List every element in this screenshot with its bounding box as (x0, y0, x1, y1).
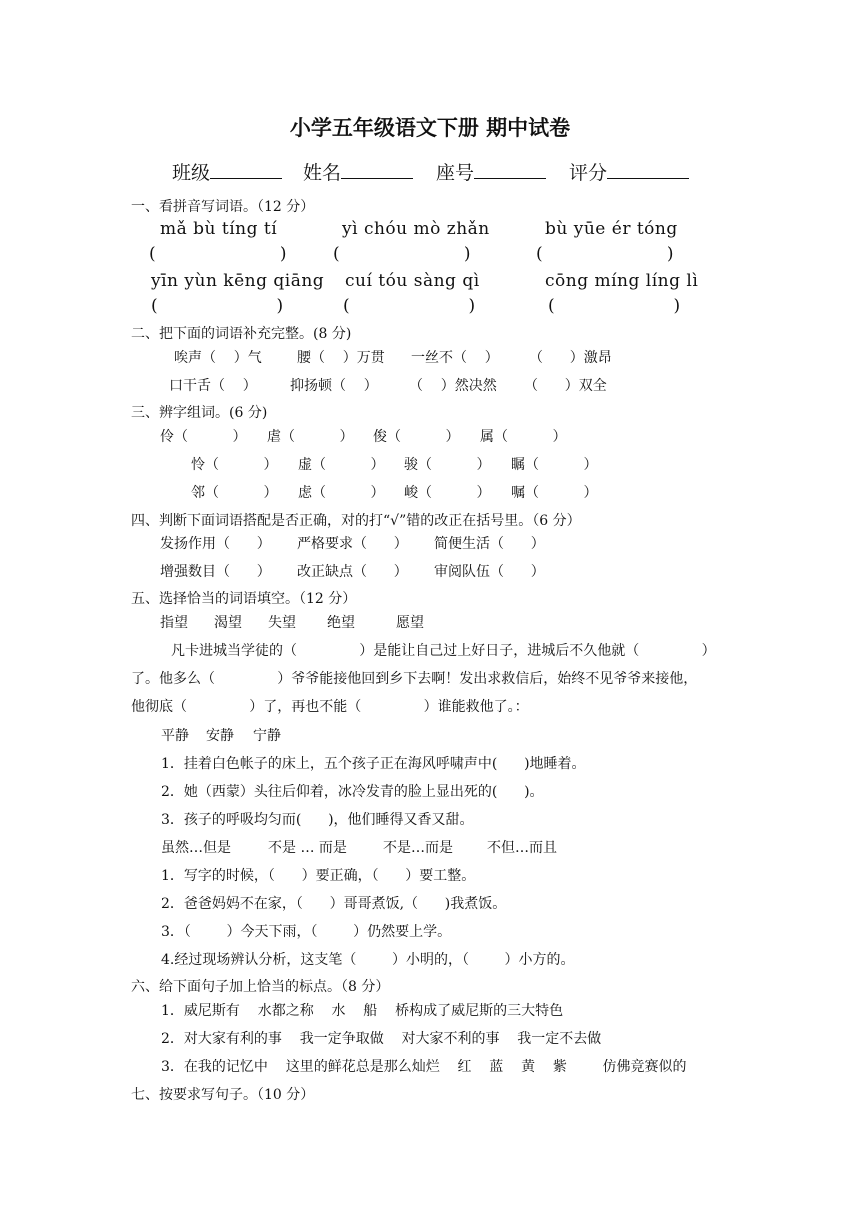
passage-line: 凡卡进城当学徒的（ ）是能让自己过上好日子，进城后不久他就（ ） (171, 643, 716, 659)
pinyin-item: bù yūe ér tóng (545, 219, 678, 239)
char-item[interactable]: 峻（ ） (404, 485, 491, 501)
answer-bracket[interactable]: ( ) (151, 296, 284, 316)
passage-line: 他彻底（ ）了，再也不能（ ）谁能救他了。： (131, 699, 529, 715)
score-field[interactable] (569, 158, 689, 185)
word-option: 平静 (161, 728, 189, 744)
char-item[interactable]: 怜（ ） (191, 457, 278, 473)
punctuation-line: 2．对大家有利的事 我一定争取做 对大家不利的事 我一定不去做 (161, 1031, 602, 1047)
word-option: 宁静 (253, 728, 281, 744)
char-item[interactable]: 虐（ ） (267, 429, 354, 445)
section-4-heading: 四、判断下面词语搭配是否正确，对的打“√”错的改正在括号里。（6 分） (131, 513, 581, 529)
answer-bracket[interactable]: ( ) (536, 244, 674, 264)
char-item[interactable]: 骏（ ） (404, 457, 491, 473)
judge-item[interactable]: 改正缺点（ ） (297, 564, 408, 580)
fill-item[interactable]: （ ）然决然 (409, 378, 497, 394)
pinyin-item: mǎ bù tíng tí (160, 219, 278, 239)
question-line: 1．挂着白色帐子的床上，五个孩子正在海风呼啸声中( )地睡着。 (161, 756, 586, 772)
question-line: 2．她（西蒙）头往后仰着，冰冷发青的脸上显出死的( )。 (161, 784, 544, 800)
question-line: 4.经过现场辨认分析，这支笔（ ）小明的，（ ）小方的。 (161, 952, 575, 968)
char-item[interactable]: 瞩（ ） (511, 457, 598, 473)
char-item[interactable]: 属（ ） (480, 429, 567, 445)
fill-item[interactable]: 唉声（ ）气 (174, 350, 262, 366)
judge-item[interactable]: 严格要求（ ） (297, 536, 408, 552)
word-option: 虽然…但是 (161, 840, 231, 856)
answer-bracket[interactable]: ( ) (149, 244, 287, 264)
pinyin-item: yì chóu mò zhǎn (342, 219, 490, 239)
passage-line: 了。他多么（ ）爷爷能接他回到乡下去啊！发出求救信后，始终不见爷爷来接他， (131, 671, 698, 687)
answer-bracket[interactable]: ( ) (333, 244, 471, 264)
name-blank[interactable] (341, 158, 413, 179)
question-line: 1．写字的时候，（ ）要正确，（ ）要工整。 (161, 868, 476, 884)
char-item[interactable]: 俊（ ） (373, 429, 460, 445)
pinyin-item: cuí tóu sàng qì (345, 271, 480, 291)
judge-item[interactable]: 发扬作用（ ） (160, 536, 271, 552)
word-option: 渴望 (214, 615, 242, 631)
fill-item[interactable]: （ ）激昂 (529, 350, 612, 366)
seat-field[interactable] (436, 158, 546, 185)
word-option: 绝望 (327, 615, 355, 631)
judge-item[interactable]: 审阅队伍（ ） (434, 564, 545, 580)
char-item[interactable]: 伶（ ） (160, 429, 247, 445)
char-item[interactable]: 虑（ ） (298, 485, 385, 501)
punctuation-line: 1．威尼斯有 水都之称 水 船 桥构成了威尼斯的三大特色 (161, 1003, 564, 1019)
word-option: 不但…而且 (487, 840, 557, 856)
char-item[interactable]: 虚（ ） (298, 457, 385, 473)
judge-item[interactable]: 简便生活（ ） (434, 536, 545, 552)
section-3-heading: 三、辨字组词。(6 分) (131, 405, 268, 421)
answer-bracket[interactable]: ( ) (343, 296, 476, 316)
word-option: 愿望 (396, 615, 424, 631)
word-option: 安静 (206, 728, 234, 744)
word-option: 不是 … 而是 (268, 840, 347, 856)
section-2-heading: 二、把下面的词语补充完整。(8 分) (131, 326, 352, 342)
name-label: 姓名 (303, 162, 342, 184)
word-option: 失望 (268, 615, 296, 631)
class-label: 班级 (172, 162, 211, 184)
section-5-heading: 五、选择恰当的词语填空。（12 分） (131, 591, 357, 607)
fill-item[interactable]: 口干舌（ ） (169, 378, 257, 394)
pinyin-item: cōng míng líng lì (545, 271, 699, 291)
question-line: 3．（ ）今天下雨，（ ）仍然要上学。 (161, 924, 452, 940)
pinyin-item: yīn yùn kēng qiāng (151, 271, 325, 291)
class-field[interactable] (172, 158, 282, 185)
judge-item[interactable]: 增强数目（ ） (160, 564, 271, 580)
char-item[interactable]: 嘱（ ） (511, 485, 598, 501)
word-option: 指望 (160, 615, 188, 631)
answer-bracket[interactable]: ( ) (548, 296, 681, 316)
punctuation-line: 3．在我的记忆中 这里的鲜花总是那么灿烂 红 蓝 黄 紫 仿佛竞赛似的 (161, 1059, 687, 1075)
section-6-heading: 六、给下面句子加上恰当的标点。（8 分） (131, 979, 390, 995)
seat-label: 座号 (436, 162, 475, 184)
class-blank[interactable] (210, 158, 282, 179)
score-label: 评分 (569, 162, 608, 184)
name-field[interactable] (303, 158, 413, 185)
score-blank[interactable] (607, 158, 689, 179)
fill-item[interactable]: 一丝不（ ） (411, 350, 499, 366)
fill-item[interactable]: 抑扬顿（ ） (290, 378, 378, 394)
section-7-heading: 七、按要求写句子。（10 分） (131, 1087, 315, 1103)
page-title: 小学五年级语文下册 期中试卷 (289, 115, 571, 140)
word-option: 不是…而是 (383, 840, 453, 856)
fill-item[interactable]: 腰（ ）万贯 (297, 350, 385, 366)
question-line: 3．孩子的呼吸均匀而( )，他们睡得又香又甜。 (161, 812, 474, 828)
char-item[interactable]: 邻（ ） (191, 485, 278, 501)
seat-blank[interactable] (474, 158, 546, 179)
question-line: 2．爸爸妈妈不在家，（ ）哥哥煮饭,（ )我煮饭。 (161, 896, 507, 912)
fill-item[interactable]: （ ）双全 (524, 378, 607, 394)
section-1-heading: 一、看拼音写词语。（12 分） (131, 199, 315, 215)
